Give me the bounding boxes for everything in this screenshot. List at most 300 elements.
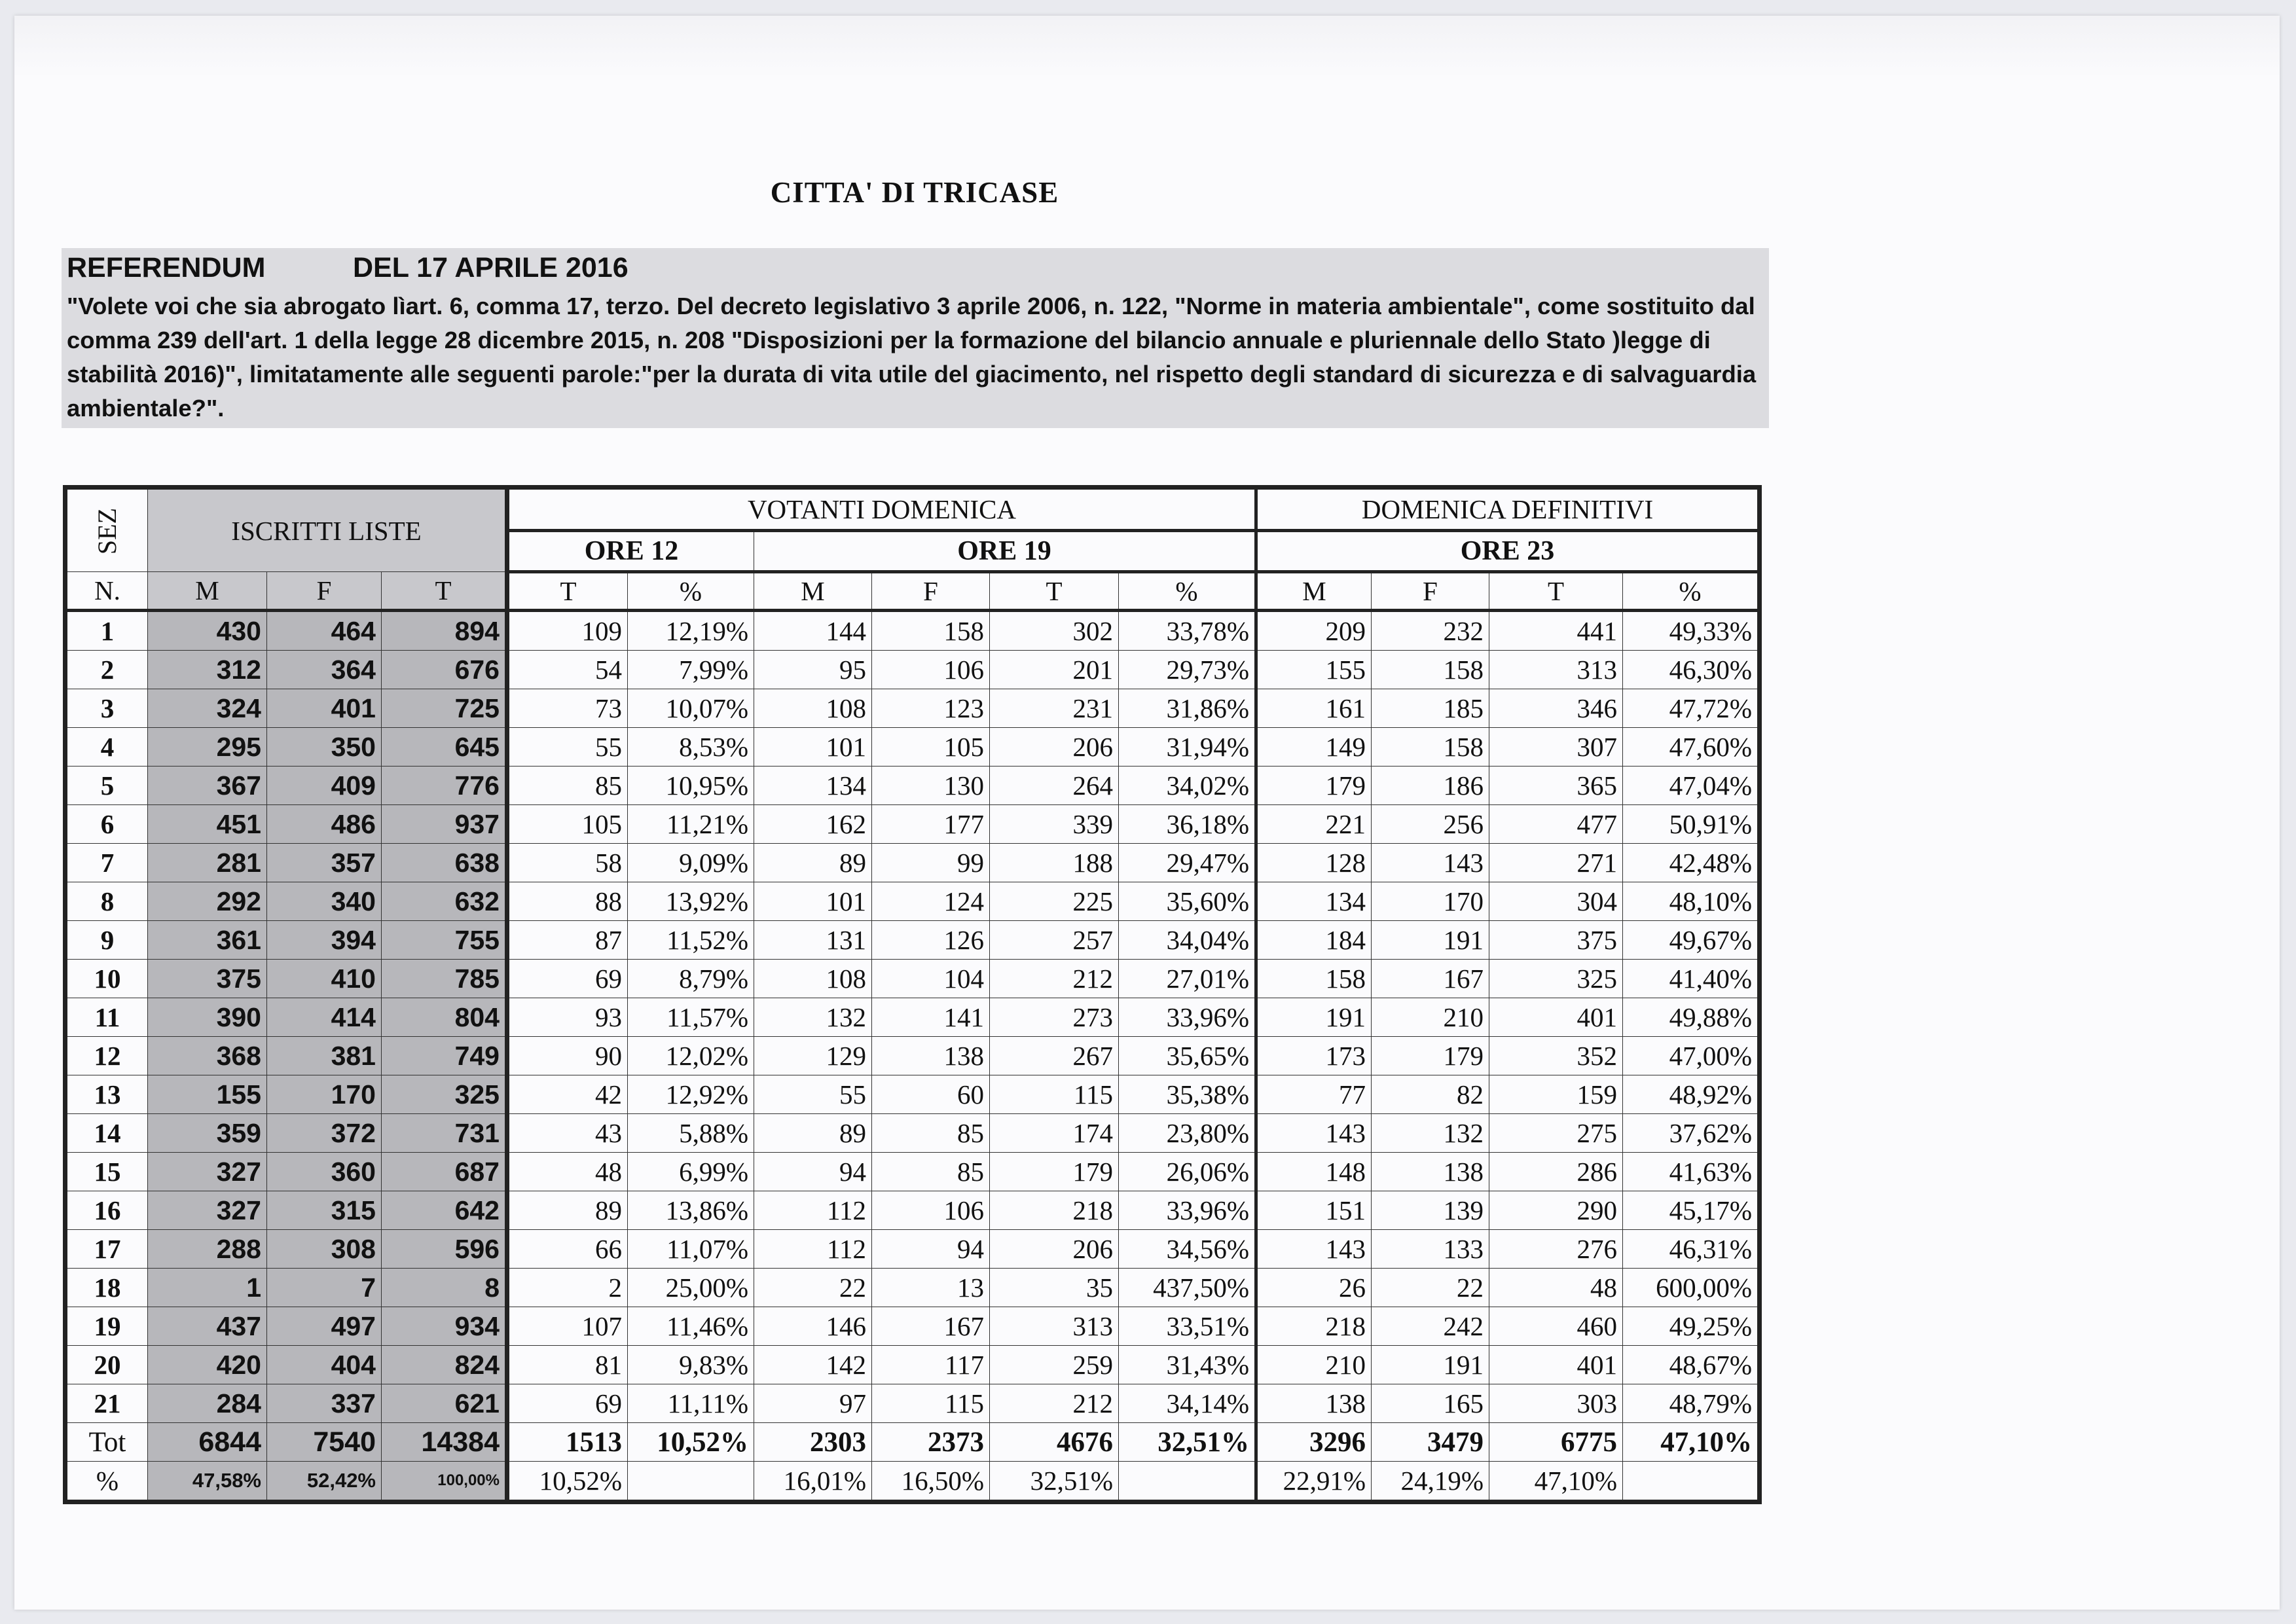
table-cell: 13,92% [628,882,754,921]
section-number: 10 [65,960,148,998]
table-cell: 165 [1372,1384,1489,1423]
table-cell: 48,10% [1623,882,1760,921]
table-cell: 271 [1489,844,1623,882]
section-number: 6 [65,805,148,844]
table-cell: 26 [1256,1269,1372,1307]
table-cell: 1513 [507,1423,628,1462]
table-cell: 934 [382,1307,507,1346]
section-number: 15 [65,1153,148,1191]
section-number: 20 [65,1346,148,1384]
table-cell: 93 [507,998,628,1037]
city-title: CITTA' DI TRICASE [770,176,1059,209]
table-cell: 401 [1489,1346,1623,1384]
table-cell: 155 [148,1075,267,1114]
table-cell: 346 [1489,689,1623,728]
table-row [65,844,1760,882]
table-cell: 401 [1489,998,1623,1037]
table-cell: 785 [382,960,507,998]
table-cell: 460 [1489,1307,1623,1346]
table-cell: 312 [148,651,267,689]
table-row [65,1307,1760,1346]
table-row [65,1153,1760,1191]
table-cell: 158 [1372,728,1489,767]
table-cell: 158 [872,611,990,651]
table-cell: 367 [148,767,267,805]
table-cell: 731 [382,1114,507,1153]
table-cell: 124 [872,882,990,921]
table-cell: 85 [872,1114,990,1153]
table-cell: 486 [267,805,382,844]
table-cell: 90 [507,1037,628,1075]
table-cell: 225 [990,882,1119,921]
table-cell: 73 [507,689,628,728]
table-cell: 184 [1256,921,1372,960]
table-cell: 26,06% [1119,1153,1256,1191]
table-cell: 37,62% [1623,1114,1760,1153]
table-cell: 188 [990,844,1119,882]
table-cell: 108 [754,960,872,998]
table-cell: 303 [1489,1384,1623,1423]
table-cell: 47,04% [1623,767,1760,805]
table-cell: 3296 [1256,1423,1372,1462]
table-cell: 101 [754,882,872,921]
table-row [65,611,1760,651]
table-cell: 11,11% [628,1384,754,1423]
table-cell: 88 [507,882,628,921]
table-cell: 8,53% [628,728,754,767]
table-cell: 360 [267,1153,382,1191]
table-cell: 2303 [754,1423,872,1462]
table-cell: 77 [1256,1075,1372,1114]
table-cell: 27,01% [1119,960,1256,998]
table-row [65,1114,1760,1153]
table-cell: 11,57% [628,998,754,1037]
iscritti-header: ISCRITTI LISTE [148,488,507,572]
col-header: F [267,572,382,611]
table-cell: 48,67% [1623,1346,1760,1384]
table-cell: 308 [267,1230,382,1269]
table-cell: 6844 [148,1423,267,1462]
table-cell: 12,02% [628,1037,754,1075]
table-cell: 138 [872,1037,990,1075]
table-cell: 325 [382,1075,507,1114]
table-cell: 49,67% [1623,921,1760,960]
table-cell: 117 [872,1346,990,1384]
section-number: 9 [65,921,148,960]
table-row [65,960,1760,998]
table-cell: 143 [1256,1114,1372,1153]
table-cell: 141 [872,998,990,1037]
table-cell: 99 [872,844,990,882]
table-cell: 372 [267,1114,382,1153]
table-cell: 49,25% [1623,1307,1760,1346]
table-cell: 596 [382,1230,507,1269]
table-cell: 87 [507,921,628,960]
table-cell: 2373 [872,1423,990,1462]
table-cell: 313 [990,1307,1119,1346]
table-cell: 9,83% [628,1346,754,1384]
table-cell: 148 [1256,1153,1372,1191]
table-cell: 497 [267,1307,382,1346]
table-cell: 352 [1489,1037,1623,1075]
table-cell: 2 [507,1269,628,1307]
table-cell: 359 [148,1114,267,1153]
table-cell: 66 [507,1230,628,1269]
table-cell: 112 [754,1230,872,1269]
table-cell: 13,86% [628,1191,754,1230]
table-cell: 134 [754,767,872,805]
votanti-header: VOTANTI DOMENICA [507,488,1256,531]
table-cell: 10,52% [628,1423,754,1462]
table-cell: 676 [382,651,507,689]
table-cell: 126 [872,921,990,960]
table-cell: 34,14% [1119,1384,1256,1423]
table-cell: 364 [267,651,382,689]
section-number: 1 [65,611,148,651]
table-cell: 82 [1372,1075,1489,1114]
table-cell: 48,79% [1623,1384,1760,1423]
table-cell: 132 [1372,1114,1489,1153]
table-cell: 307 [1489,728,1623,767]
table-cell: 109 [507,611,628,651]
table-cell: 47,10% [1623,1423,1760,1462]
section-number: 12 [65,1037,148,1075]
table-cell: 35 [990,1269,1119,1307]
table-cell: 106 [872,651,990,689]
table-row [65,998,1760,1037]
n-header: N. [65,572,148,611]
table-cell: 112 [754,1191,872,1230]
table-cell: 108 [754,689,872,728]
table-cell: 375 [148,960,267,998]
table-cell: 46,30% [1623,651,1760,689]
table-cell: 48 [507,1153,628,1191]
table-cell: 100,00% [382,1462,507,1502]
table-cell: 638 [382,844,507,882]
table-cell: 35,65% [1119,1037,1256,1075]
table-cell: 177 [872,805,990,844]
table-cell: 212 [990,1384,1119,1423]
table-cell: 94 [754,1153,872,1191]
table-cell: 304 [1489,882,1623,921]
section-number: 2 [65,651,148,689]
sez-header: SEZ [65,488,148,572]
section-number: Tot [65,1423,148,1462]
table-cell: 206 [990,1230,1119,1269]
table-cell: 337 [267,1384,382,1423]
table-cell: 49,88% [1623,998,1760,1037]
table-cell: 295 [148,728,267,767]
table-cell: 22,91% [1256,1462,1372,1502]
table-cell: 687 [382,1153,507,1191]
table-cell: 155 [1256,651,1372,689]
table-cell: 158 [1372,651,1489,689]
table-cell: 7,99% [628,651,754,689]
col-header: % [1623,572,1760,611]
table-cell: 441 [1489,611,1623,651]
table-cell: 35,60% [1119,882,1256,921]
table-cell: 324 [148,689,267,728]
table-row [65,689,1760,728]
table-cell: 41,40% [1623,960,1760,998]
section-number: 7 [65,844,148,882]
table-row [65,1230,1760,1269]
table-cell: 129 [754,1037,872,1075]
table-cell: 47,10% [1489,1462,1623,1502]
table-cell: 394 [267,921,382,960]
table-cell: 201 [990,651,1119,689]
table-cell: 32,51% [1119,1423,1256,1462]
table-cell: 804 [382,998,507,1037]
table-row [65,1075,1760,1114]
table-cell: 12,19% [628,611,754,651]
table-cell: 776 [382,767,507,805]
table-row [65,805,1760,844]
table-cell: 143 [1372,844,1489,882]
table-cell: 191 [1256,998,1372,1037]
table-cell: 22 [1372,1269,1489,1307]
table-cell: 85 [507,767,628,805]
table-cell: 451 [148,805,267,844]
table-cell: 47,00% [1623,1037,1760,1075]
table-cell: 749 [382,1037,507,1075]
table-cell: 368 [148,1037,267,1075]
table-cell: 288 [148,1230,267,1269]
table-cell: 69 [507,960,628,998]
table-cell: 36,18% [1119,805,1256,844]
section-number: 5 [65,767,148,805]
table-cell: 33,51% [1119,1307,1256,1346]
table-cell: 107 [507,1307,628,1346]
table-cell: 8,79% [628,960,754,998]
table-cell: 81 [507,1346,628,1384]
table-cell: 94 [872,1230,990,1269]
col-header: F [1372,572,1489,611]
table-cell: 33,78% [1119,611,1256,651]
section-number: 13 [65,1075,148,1114]
ore23-header: ORE 23 [1256,531,1760,572]
table-cell: 212 [990,960,1119,998]
table-row [65,728,1760,767]
table-row [65,1346,1760,1384]
referendum-date: DEL 17 APRILE 2016 [353,252,629,283]
table-cell: 23,80% [1119,1114,1256,1153]
table-cell: 390 [148,998,267,1037]
table-cell: 645 [382,728,507,767]
table-cell: 327 [148,1153,267,1191]
col-header: % [628,572,754,611]
table-cell: 95 [754,651,872,689]
table-cell: 642 [382,1191,507,1230]
table-cell: 173 [1256,1037,1372,1075]
col-header: T [507,572,628,611]
table-cell: 12,92% [628,1075,754,1114]
definitivi-header: DOMENICA DEFINITIVI [1256,488,1760,531]
table-cell: 477 [1489,805,1623,844]
table-cell: 313 [1489,651,1623,689]
percent-row [65,1462,1760,1502]
table-cell: 33,96% [1119,998,1256,1037]
col-header: T [1489,572,1623,611]
table-row [65,1384,1760,1423]
table-cell: 54 [507,651,628,689]
table-cell: 725 [382,689,507,728]
table-cell: 58 [507,844,628,882]
col-header: T [990,572,1119,611]
table-cell: 149 [1256,728,1372,767]
section-number: 8 [65,882,148,921]
section-number: 17 [65,1230,148,1269]
table-cell: 29,47% [1119,844,1256,882]
col-header: M [1256,572,1372,611]
section-number: 11 [65,998,148,1037]
table-cell: 437,50% [1119,1269,1256,1307]
table-cell: 404 [267,1346,382,1384]
table-cell: 325 [1489,960,1623,998]
table-cell: 4676 [990,1423,1119,1462]
table-cell: 14384 [382,1423,507,1462]
table-cell: 32,51% [990,1462,1119,1502]
table-cell: 11,21% [628,805,754,844]
section-number: 16 [65,1191,148,1230]
table-cell: 89 [754,844,872,882]
table-cell: 267 [990,1037,1119,1075]
table-cell: 132 [754,998,872,1037]
table-cell: 361 [148,921,267,960]
table-cell: 31,94% [1119,728,1256,767]
table-cell: 292 [148,882,267,921]
table-cell: 174 [990,1114,1119,1153]
table-cell: 375 [1489,921,1623,960]
table-cell: 410 [267,960,382,998]
table-cell: 414 [267,998,382,1037]
table-cell: 10,95% [628,767,754,805]
section-number: 4 [65,728,148,767]
table-cell: 3479 [1372,1423,1489,1462]
scan-top-band [14,16,2280,78]
table-cell: 5,88% [628,1114,754,1153]
table-cell: 159 [1489,1075,1623,1114]
table-cell: 105 [507,805,628,844]
table-cell: 89 [507,1191,628,1230]
table-cell: 24,19% [1372,1462,1489,1502]
table-cell: 35,38% [1119,1075,1256,1114]
table-cell: 45,17% [1623,1191,1760,1230]
table-cell: 755 [382,921,507,960]
table-cell: 47,58% [148,1462,267,1502]
table-cell: 430 [148,611,267,651]
table-cell: 97 [754,1384,872,1423]
table-cell: 46,31% [1623,1230,1760,1269]
referendum-label: REFERENDUM [67,252,266,283]
table-cell: 284 [148,1384,267,1423]
table-cell: 104 [872,960,990,998]
ore19-header: ORE 19 [754,531,1256,572]
table-cell: 105 [872,728,990,767]
table-cell: 350 [267,728,382,767]
table-cell: 276 [1489,1230,1623,1269]
table-cell: 275 [1489,1114,1623,1153]
table-cell: 357 [267,844,382,882]
table-cell: 161 [1256,689,1372,728]
table-cell: 151 [1256,1191,1372,1230]
table-cell: 256 [1372,805,1489,844]
table-cell: 133 [1372,1230,1489,1269]
table-cell: 170 [1372,882,1489,921]
table-cell: 179 [990,1153,1119,1191]
col-header: F [872,572,990,611]
table-cell: 7 [267,1269,382,1307]
table-cell: 937 [382,805,507,844]
table-cell: 339 [990,805,1119,844]
table-cell: 340 [267,882,382,921]
table-cell: 894 [382,611,507,651]
table-cell: 11,46% [628,1307,754,1346]
table-cell: 420 [148,1346,267,1384]
table-cell: 69 [507,1384,628,1423]
table-cell: 162 [754,805,872,844]
col-header: M [754,572,872,611]
table-cell: 16,01% [754,1462,872,1502]
table-cell: 115 [990,1075,1119,1114]
table-cell: 42,48% [1623,844,1760,882]
table-cell: 259 [990,1346,1119,1384]
table-row [65,1191,1760,1230]
table-cell: 242 [1372,1307,1489,1346]
table-cell: 11,07% [628,1230,754,1269]
table-cell: 170 [267,1075,382,1114]
table-cell: 290 [1489,1191,1623,1230]
table-cell: 621 [382,1384,507,1423]
table-cell: 106 [872,1191,990,1230]
table-cell: 123 [872,689,990,728]
table-cell: 34,56% [1119,1230,1256,1269]
table-cell: 315 [267,1191,382,1230]
table-cell: 257 [990,921,1119,960]
table-row [65,767,1760,805]
turnout-table [63,485,1762,1504]
table-cell: 41,63% [1623,1153,1760,1191]
table-row [65,651,1760,689]
table-cell: 286 [1489,1153,1623,1191]
table-cell: 437 [148,1307,267,1346]
table-cell: 48 [1489,1269,1623,1307]
table-cell: 824 [382,1346,507,1384]
table-cell: 6775 [1489,1423,1623,1462]
table-row [65,921,1760,960]
table-cell: 167 [1372,960,1489,998]
table-cell: 401 [267,689,382,728]
table-cell: 210 [1256,1346,1372,1384]
section-number: % [65,1462,148,1502]
table-cell: 85 [872,1153,990,1191]
table-cell: 232 [1372,611,1489,651]
table-cell: 302 [990,611,1119,651]
table-cell [628,1462,754,1502]
table-cell: 210 [1372,998,1489,1037]
table-cell: 179 [1256,767,1372,805]
table-cell: 48,92% [1623,1075,1760,1114]
table-cell: 381 [267,1037,382,1075]
table-cell: 60 [872,1075,990,1114]
table-cell: 206 [990,728,1119,767]
table-cell: 34,04% [1119,921,1256,960]
section-number: 19 [65,1307,148,1346]
table-cell: 185 [1372,689,1489,728]
table-cell: 101 [754,728,872,767]
table-cell: 50,91% [1623,805,1760,844]
table-cell: 139 [1372,1191,1489,1230]
